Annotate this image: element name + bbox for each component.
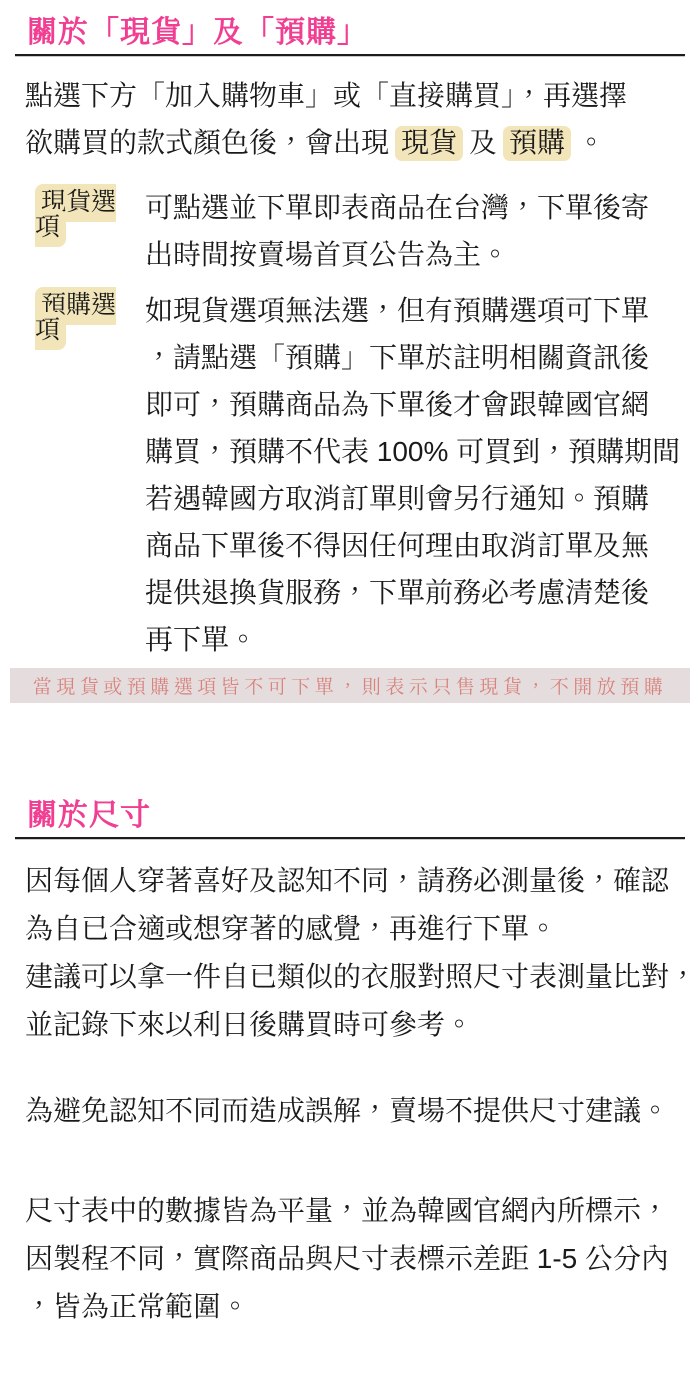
text-line: 為自已合適或想穿著的感覺，再進行下單。 xyxy=(25,913,558,944)
section-heading-size: 關於尺寸 xyxy=(27,799,151,832)
intro-line-2-pre: 欲購買的款式顏色後，會出現 xyxy=(25,127,390,158)
intro-paragraph xyxy=(25,72,700,166)
size-paragraph-compare xyxy=(25,953,700,1049)
text-line: 因每個人穿著喜好及認知不同，請務必測量後，確認 xyxy=(25,865,670,896)
stock-tag: 現貨 xyxy=(395,126,463,161)
definition-row xyxy=(35,184,690,278)
intro-line-2 xyxy=(25,119,700,166)
section-heading-stock-preorder: 關於「現貨」及「預購」 xyxy=(27,16,368,49)
option-description xyxy=(145,184,675,278)
text-line: 即可，預購商品為下單後才會跟韓國官網 xyxy=(145,389,650,420)
heading-divider xyxy=(15,54,685,56)
text-line: 提供退換貨服務，下單前務必考慮清楚後 xyxy=(145,577,650,608)
text-line: ，請點選「預購」下單於註明相關資訊後 xyxy=(145,342,650,373)
text-line: 尺寸表中的數據皆為平量，並為韓國官網內所標示， xyxy=(25,1195,670,1226)
option-description xyxy=(145,287,681,663)
option-label-column xyxy=(35,184,145,240)
text-line: 購買，預購不代表 100% 可買到，預購期間 xyxy=(145,436,681,467)
size-section xyxy=(0,783,700,1331)
option-definitions xyxy=(0,184,700,663)
text-line: 為避免認知不同而造成誤解，賣場不提供尺寸建議。 xyxy=(25,1095,670,1126)
text-line: 因製程不同，實際商品與尺寸表標示差距 1-5 公分內 xyxy=(25,1243,670,1274)
option-label: 預購選項 xyxy=(35,287,116,350)
text-line: 並記錄下來以利日後購買時可參考。 xyxy=(25,1009,474,1040)
option-label-column xyxy=(35,287,145,343)
size-paragraph-measure xyxy=(25,857,700,953)
definition-row xyxy=(35,287,690,663)
text-line: ，皆為正常範圍。 xyxy=(25,1291,250,1322)
text-line: 如現貨選項無法選，但有預購選項可下單 xyxy=(145,295,650,326)
size-body xyxy=(25,857,700,1331)
size-paragraph-tolerance xyxy=(25,1187,700,1331)
text-line: 可點選並下單即表商品在台灣，下單後寄 xyxy=(145,192,650,223)
intro-line-1: 點選下方「加入購物車」或「直接購買」，再選擇 xyxy=(25,80,628,111)
text-line: 出時間按賣場首頁公告為主。 xyxy=(145,239,510,270)
option-label: 現貨選項 xyxy=(35,184,116,247)
intro-line-2-mid: 及 xyxy=(469,127,498,158)
text-line: 再下單。 xyxy=(145,624,258,655)
text-line: 建議可以拿一件自已類似的衣服對照尺寸表測量比對， xyxy=(25,961,698,992)
preorder-note-bar: 當現貨或預購選項皆不可下單，則表示只售現貨，不開放預購 xyxy=(10,668,690,703)
size-paragraph-no-advice xyxy=(25,1087,700,1135)
heading-divider xyxy=(15,837,685,839)
text-line: 若遇韓國方取消訂單則會另行通知。預購 xyxy=(145,483,650,514)
preorder-tag: 預購 xyxy=(503,126,571,161)
intro-line-2-end: 。 xyxy=(577,127,606,158)
text-line: 商品下單後不得因任何理由取消訂單及無 xyxy=(145,530,650,561)
